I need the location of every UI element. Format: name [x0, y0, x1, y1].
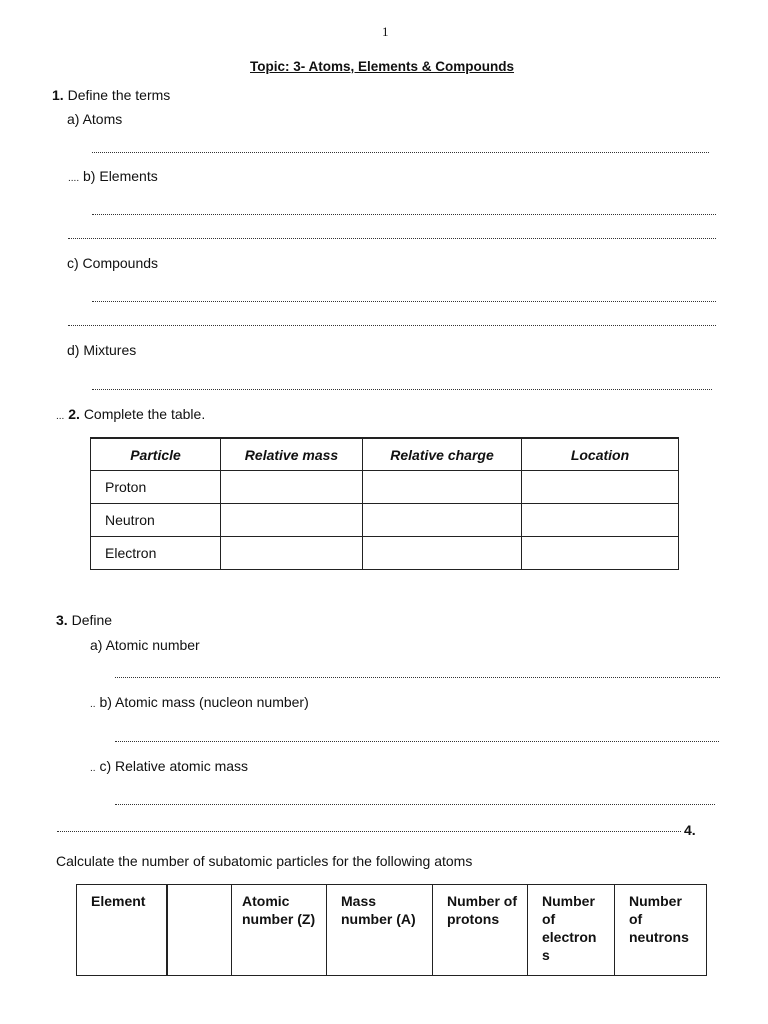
question-4-number: 4. — [684, 822, 696, 838]
header-relative-mass: Relative mass — [221, 438, 363, 471]
q3-part-b-label: b) Atomic mass (nucleon number) — [99, 694, 309, 710]
question-2-prompt: Complete the table. — [83, 406, 206, 422]
q3-part-c — [90, 758, 248, 774]
answer-line-q3b[interactable] — [115, 741, 719, 742]
header-number-of-protons: Number of protons — [433, 885, 528, 976]
question-2-lead: ... — [56, 411, 65, 422]
q1-part-d-label: d) Mixtures — [67, 342, 137, 358]
answer-line-q3c-1[interactable] — [115, 804, 715, 805]
cell-electron-charge[interactable] — [363, 537, 522, 570]
subatomic-table — [76, 884, 707, 976]
header-mass-number: Mass number (A) — [327, 885, 433, 976]
cell-electron-location[interactable] — [522, 537, 679, 570]
question-4-prompt: Calculate the number of subatomic particles for the following atoms — [56, 853, 473, 869]
question-2 — [56, 406, 205, 422]
question-2-number: 2. — [68, 406, 80, 422]
question-1-number: 1. — [52, 87, 64, 103]
answer-line-q3c-2[interactable] — [57, 831, 681, 832]
table-row — [91, 504, 679, 537]
q1-part-b — [68, 168, 158, 184]
cell-neutron-location[interactable] — [522, 504, 679, 537]
answer-line-q1c-2[interactable] — [68, 325, 716, 326]
question-3-number: 3. — [56, 612, 68, 628]
cell-neutron-mass[interactable] — [221, 504, 363, 537]
topic-title: Topic: 3- Atoms, Elements & Compounds — [250, 59, 515, 74]
question-1 — [52, 87, 170, 103]
row-label-neutron: Neutron — [91, 504, 221, 537]
q3-part-b-lead: .. — [90, 699, 96, 710]
cell-proton-charge[interactable] — [363, 471, 522, 504]
header-atomic-number: Atomic number (Z) — [232, 885, 327, 976]
table-row — [91, 471, 679, 504]
q3-part-b — [90, 694, 309, 710]
q1-part-b-lead: .... — [68, 173, 80, 184]
header-element: Element — [77, 885, 168, 976]
header-relative-charge: Relative charge — [363, 438, 522, 471]
q1-part-b-label: b) Elements — [83, 168, 158, 184]
header-location: Location — [522, 438, 679, 471]
header-number-of-electrons: Number of electron s — [528, 885, 615, 976]
table-row — [91, 537, 679, 570]
q3-part-a-label: a) Atomic number — [90, 637, 200, 653]
answer-line-q1b-1[interactable] — [92, 214, 716, 215]
row-label-electron: Electron — [91, 537, 221, 570]
header-blank[interactable] — [167, 885, 232, 976]
question-3-prompt: Define — [71, 612, 113, 628]
answer-line-q1b-2[interactable] — [68, 238, 716, 239]
answer-line-q1d[interactable] — [92, 389, 712, 390]
particle-table — [90, 437, 679, 570]
cell-proton-mass[interactable] — [221, 471, 363, 504]
answer-line-q1c-1[interactable] — [92, 301, 716, 302]
question-3 — [56, 612, 112, 628]
header-number-of-neutrons: Number of neutrons — [615, 885, 707, 976]
q1-part-a-label: a) Atoms — [67, 111, 123, 127]
q1-part-c-label: c) Compounds — [67, 255, 159, 271]
q3-part-c-lead: .. — [90, 763, 96, 774]
header-particle: Particle — [91, 438, 221, 471]
answer-line-q1a[interactable] — [92, 152, 709, 153]
page-number: 1 — [382, 24, 389, 39]
q3-part-c-label: c) Relative atomic mass — [99, 758, 249, 774]
cell-proton-location[interactable] — [522, 471, 679, 504]
answer-line-q3a[interactable] — [115, 677, 720, 678]
cell-neutron-charge[interactable] — [363, 504, 522, 537]
row-label-proton: Proton — [91, 471, 221, 504]
cell-electron-mass[interactable] — [221, 537, 363, 570]
question-1-prompt: Define the terms — [67, 87, 171, 103]
